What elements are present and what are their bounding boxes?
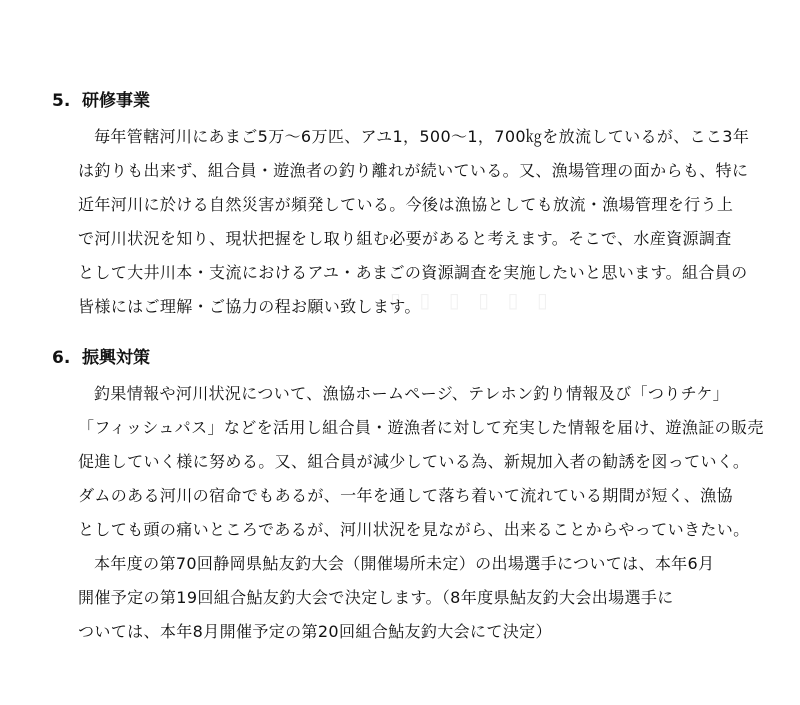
- paragraph-line: としても頭の痛いところであるが、河川状況を見ながら、出来ることからやっていきたい。: [78, 520, 750, 539]
- bleed-through-shadow: ▯ ▯ ▯ ▯ ▯ ▯: [390, 288, 554, 312]
- paragraph-line: 「フィッシュパス」などを活用し組合員・遊漁者に対して充実した情報を届け、遊漁証の販売: [78, 418, 764, 437]
- section-body: [0, 377, 800, 649]
- section-body: [0, 120, 800, 324]
- paragraph-line: で河川状況を知り、現状把握をし取り組む必要があると考えます。そこで、水産資源調査: [78, 229, 732, 248]
- paragraph-line: 釣果情報や河川状況について、漁協ホームページ、テレホン釣り情報及び「つりチケ」: [94, 384, 730, 403]
- section-heading: [0, 86, 800, 116]
- paragraph-line: ついては、本年8月開催予定の第20回組合鮎友釣大会にて決定）: [78, 622, 552, 641]
- section-training-project: [0, 86, 800, 324]
- paragraph-line: として大井川本・支流におけるアユ・あまごの資源調査を実施したいと思います。組合員の: [78, 263, 748, 282]
- section-number: 6.: [52, 348, 71, 368]
- section-number: 5.: [52, 91, 71, 111]
- paragraph-line: は釣りも出来ず、組合員・遊漁者の釣り離れが続いている。又、漁場管理の面からも、特に: [78, 161, 749, 180]
- paragraph-line: 近年河川に於ける自然災害が頻発している。今後は漁協としても放流・漁場管理を行う上: [78, 195, 734, 214]
- section-title: 振興対策: [82, 348, 150, 368]
- paragraph-line: 開催予定の第19回組合鮎友釣大会で決定します。（8年度県鮎友釣大会出場選手に: [78, 588, 674, 607]
- section-title: 研修事業: [82, 91, 150, 111]
- paragraph-line: 促進していく様に努める。又、組合員が減少している為、新規加入者の勧誘を図っていく。: [78, 452, 750, 471]
- section-promotion-measures: [0, 343, 800, 649]
- paragraph-line: ダムのある河川の宿命でもあるが、一年を通して落ち着いて流れている期間が短く、漁協: [78, 486, 733, 505]
- paragraph-line: 皆様にはご理解・ご協力の程お願い致します。: [78, 297, 421, 316]
- paragraph-line: 本年度の第70回静岡県鮎友釣大会（開催場所未定）の出場選手については、本年6月: [94, 554, 715, 573]
- section-heading: [0, 343, 800, 373]
- paragraph-line: 毎年管轄河川にあまご5万～6万匹、アユ1，500～1，700㎏を放流しているが、ここ3年: [94, 127, 750, 146]
